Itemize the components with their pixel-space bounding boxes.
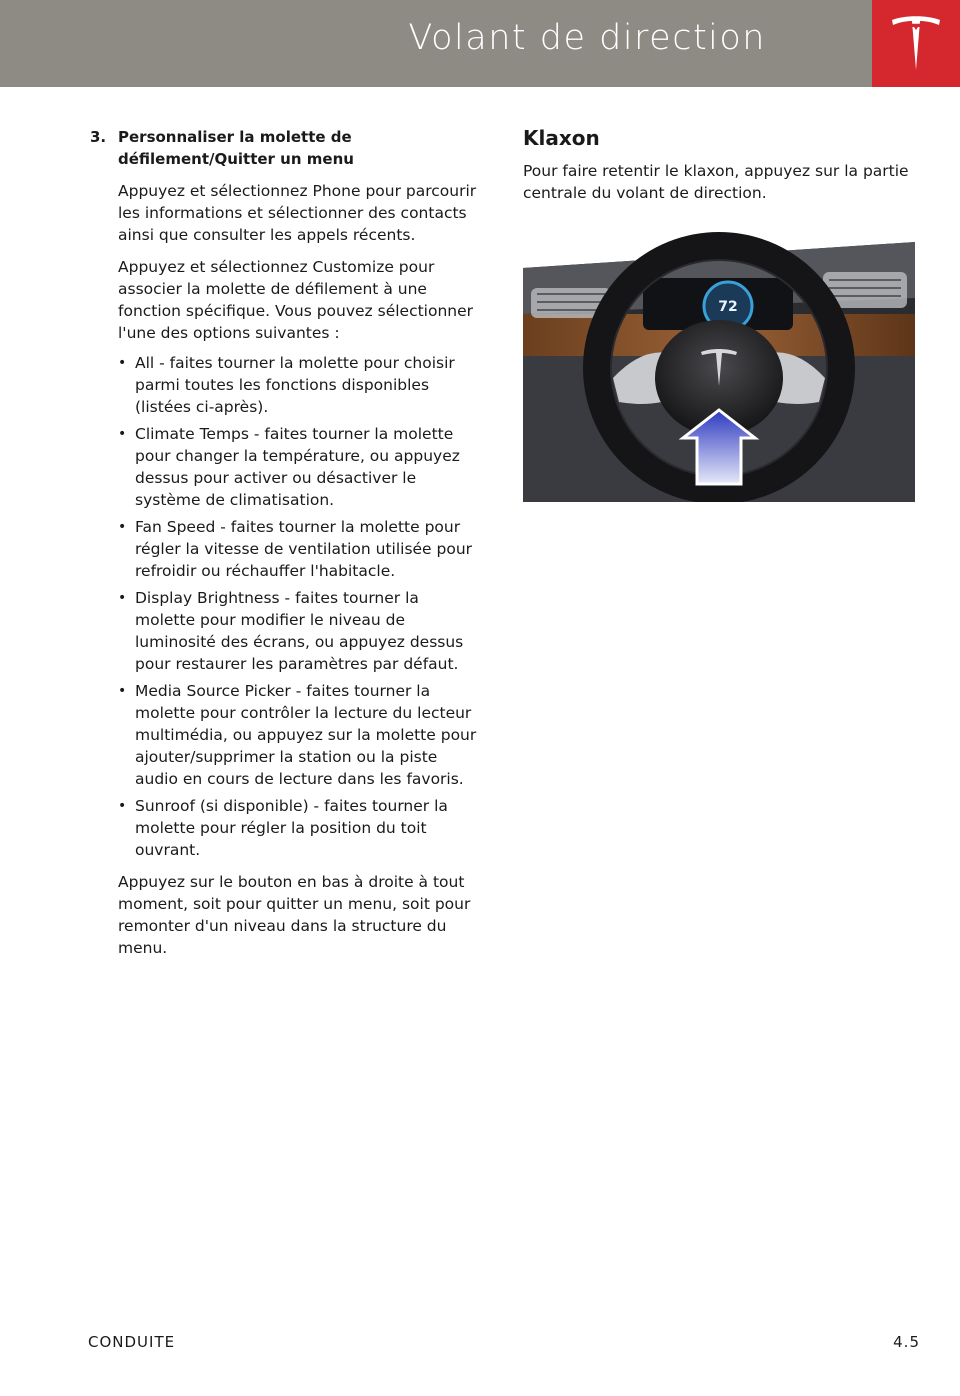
step-title: Personnaliser la molette de défilement/Quitter un menu [118,128,354,168]
dash-speed-readout: 72 [718,299,738,315]
page-number: 4.5 [893,1333,920,1351]
list-item: • Sunroof (si disponible) - faites tourner la molette pour régler la position du toit ouvrant. [118,795,482,861]
page-title: Volant de direction [408,18,766,58]
paragraph: Appuyez et sélectionnez Customize pour associer la molette de défilement à une fonction spécifique. Vous pouvez sélectionner l'une des options suivantes : [118,258,474,342]
options-list [118,352,482,861]
list-item: • Climate Temps - faites tourner la molette pour changer la température, ou appuyez dessus pour activer ou désactiver le système de climatisation. [118,423,482,511]
list-item: • Media Source Picker - faites tourner la molette pour contrôler la lecture du lecteur multimédia, ou appuyez sur la molette pour ajouter/supprimer la station ou la piste audio en cours de lecture dans les favoris. [118,680,482,790]
logo-box [872,0,960,87]
step-number: 3. [90,128,107,146]
list-item: • Fan Speed - faites tourner la molette pour régler la vitesse de ventilation utilisée pour refroidir ou réchauffer l'habitacle. [118,516,482,582]
paragraph: Appuyez et sélectionnez Phone pour parcourir les informations et sélectionner des contacts ainsi que consulter les appels récents. [118,182,477,244]
right-column [523,124,915,204]
footer-section: CONDUITE [88,1333,176,1351]
closing-paragraph: Appuyez sur le bouton en bas à droite à tout moment, soit pour quitter un menu, soit pour remonter d'un niveau dans la structure du menu. [118,873,471,957]
header-band [0,0,872,87]
list-item: • All - faites tourner la molette pour choisir parmi toutes les fonctions disponibles (listées ci-après). [118,352,482,418]
step-body [118,180,482,959]
list-item: • Display Brightness - faites tourner la molette pour modifier le niveau de luminosité des écrans, ou appuyez dessus pour restaurer les paramètres par défaut. [118,587,482,675]
tesla-logo-icon [888,14,944,74]
left-column [90,126,482,959]
steering-wheel-image [523,228,915,502]
section-text: Pour faire retentir le klaxon, appuyez sur la partie centrale du volant de direction. [523,162,909,202]
step-heading [90,126,482,170]
section-title: Klaxon [523,126,600,150]
